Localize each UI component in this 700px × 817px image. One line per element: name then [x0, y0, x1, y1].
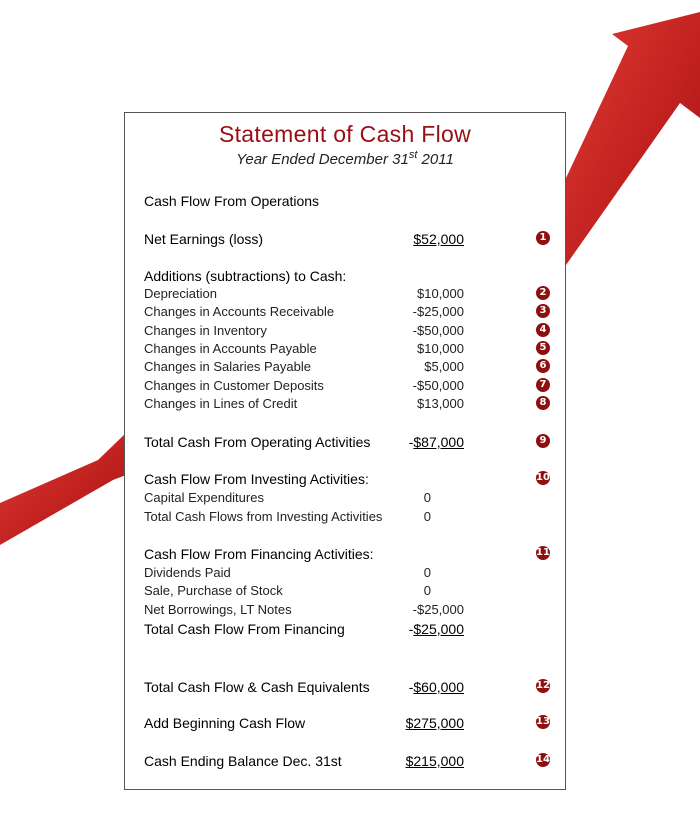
- beginning-cash-value: $275,000: [405, 715, 464, 731]
- total-operating-row: [144, 434, 565, 452]
- additions-header: [144, 268, 565, 286]
- inventory-row: [144, 323, 565, 341]
- row-label: Changes in Lines of Credit: [144, 396, 298, 411]
- row-label: Total Cash Flows from Investing Activities: [144, 509, 383, 524]
- row-label: Capital Expenditures: [144, 490, 264, 505]
- capital-expenditures-row: [144, 490, 565, 508]
- beginning-cash-row: [144, 715, 565, 733]
- text-fragment: -: [408, 621, 414, 637]
- badge-12: 12: [536, 680, 550, 691]
- row-value: -$50,000: [412, 323, 464, 338]
- row-value: $10,000: [417, 341, 464, 356]
- badge-14: 14: [536, 754, 550, 765]
- financing-header: [144, 546, 565, 564]
- row-value: -$50,000: [412, 378, 464, 393]
- ending-balance-row: [144, 753, 565, 771]
- net-borrowings-row: [144, 602, 565, 620]
- row-value: [409, 679, 464, 695]
- row-value: 0: [423, 583, 431, 598]
- cash-flow-statement: [124, 112, 566, 790]
- text-fragment: -: [408, 434, 414, 450]
- badge-4: 4: [536, 323, 550, 337]
- row-value: $10,000: [417, 286, 464, 301]
- total-cash-value: $60,000: [413, 679, 464, 695]
- badge-1: 1: [536, 231, 550, 245]
- row-label: Cash Flow From Operations: [144, 193, 320, 209]
- total-operating-value: $87,000: [413, 434, 464, 450]
- row-label: Net Earnings (loss): [144, 231, 264, 247]
- salaries-payable-row: [144, 359, 565, 377]
- row-value: [409, 434, 464, 450]
- badge-5: 5: [536, 341, 550, 355]
- arrow-upper-segment: [566, 12, 700, 265]
- row-label: Net Borrowings, LT Notes: [144, 602, 292, 617]
- customer-deposits-row: [144, 378, 565, 396]
- row-label: Cash Flow From Investing Activities:: [144, 471, 369, 487]
- row-label: Changes in Salaries Payable: [144, 359, 311, 374]
- total-financing-value: $25,000: [413, 621, 464, 637]
- row-label: Dividends Paid: [144, 565, 231, 580]
- row-label: Cash Flow From Financing Activities:: [144, 546, 374, 562]
- badge-3: 3: [536, 304, 550, 318]
- badge-8: 8: [536, 396, 550, 410]
- lines-of-credit-row: [144, 396, 565, 414]
- row-label: Total Cash Flow & Cash Equivalents: [144, 679, 370, 695]
- row-value: 0: [423, 565, 431, 580]
- row-value: 0: [423, 490, 431, 505]
- row-label: Changes in Inventory: [144, 323, 267, 338]
- badge-6: 6: [536, 359, 550, 373]
- operations-header: [144, 193, 565, 211]
- row-label: Additions (subtractions) to Cash:: [144, 268, 347, 284]
- row-value: 0: [423, 509, 431, 524]
- investing-header: [144, 471, 565, 489]
- ending-balance-value: $215,000: [405, 753, 464, 769]
- statement-subtitle: [125, 149, 565, 168]
- net-earnings-row: [144, 231, 565, 249]
- row-label: Depreciation: [144, 286, 217, 301]
- row-label: Changes in Accounts Receivable: [144, 304, 335, 319]
- row-label: Total Cash Flow From Financing: [144, 621, 345, 637]
- stock-row: [144, 583, 565, 601]
- depreciation-row: [144, 286, 565, 304]
- net-earnings-value: $52,000: [413, 231, 464, 247]
- row-label: Changes in Customer Deposits: [144, 378, 324, 393]
- row-label: Changes in Accounts Payable: [144, 341, 317, 356]
- badge-2: 2: [536, 286, 550, 300]
- accounts-receivable-row: [144, 304, 565, 322]
- text-fragment: 2011: [417, 151, 454, 168]
- badge-13: 13: [536, 716, 550, 727]
- row-value: [409, 621, 464, 637]
- statement-title: Statement of Cash Flow: [218, 121, 472, 147]
- row-label: Total Cash From Operating Activities: [144, 434, 371, 450]
- row-label: Sale, Purchase of Stock: [144, 583, 283, 598]
- badge-9: 9: [536, 434, 550, 448]
- text-fragment: -: [408, 679, 414, 695]
- total-cash-row: [144, 679, 565, 697]
- row-value: -$25,000: [412, 304, 464, 319]
- text-fragment: st: [408, 149, 418, 161]
- total-investing-row: [144, 509, 565, 527]
- badge-7: 7: [536, 378, 550, 392]
- row-value: $5,000: [424, 359, 464, 374]
- badge-11: 11: [536, 547, 550, 558]
- row-value: -$25,000: [412, 602, 464, 617]
- accounts-payable-row: [144, 341, 565, 359]
- dividends-row: [144, 565, 565, 583]
- badge-10: 10: [536, 472, 550, 483]
- row-label: Add Beginning Cash Flow: [144, 715, 306, 731]
- row-label: Cash Ending Balance Dec. 31st: [144, 753, 342, 769]
- total-financing-row: [144, 621, 565, 639]
- text-fragment: Year Ended December 31: [236, 151, 409, 168]
- arrow-lower-segment: [0, 433, 126, 545]
- row-value: $13,000: [417, 396, 464, 411]
